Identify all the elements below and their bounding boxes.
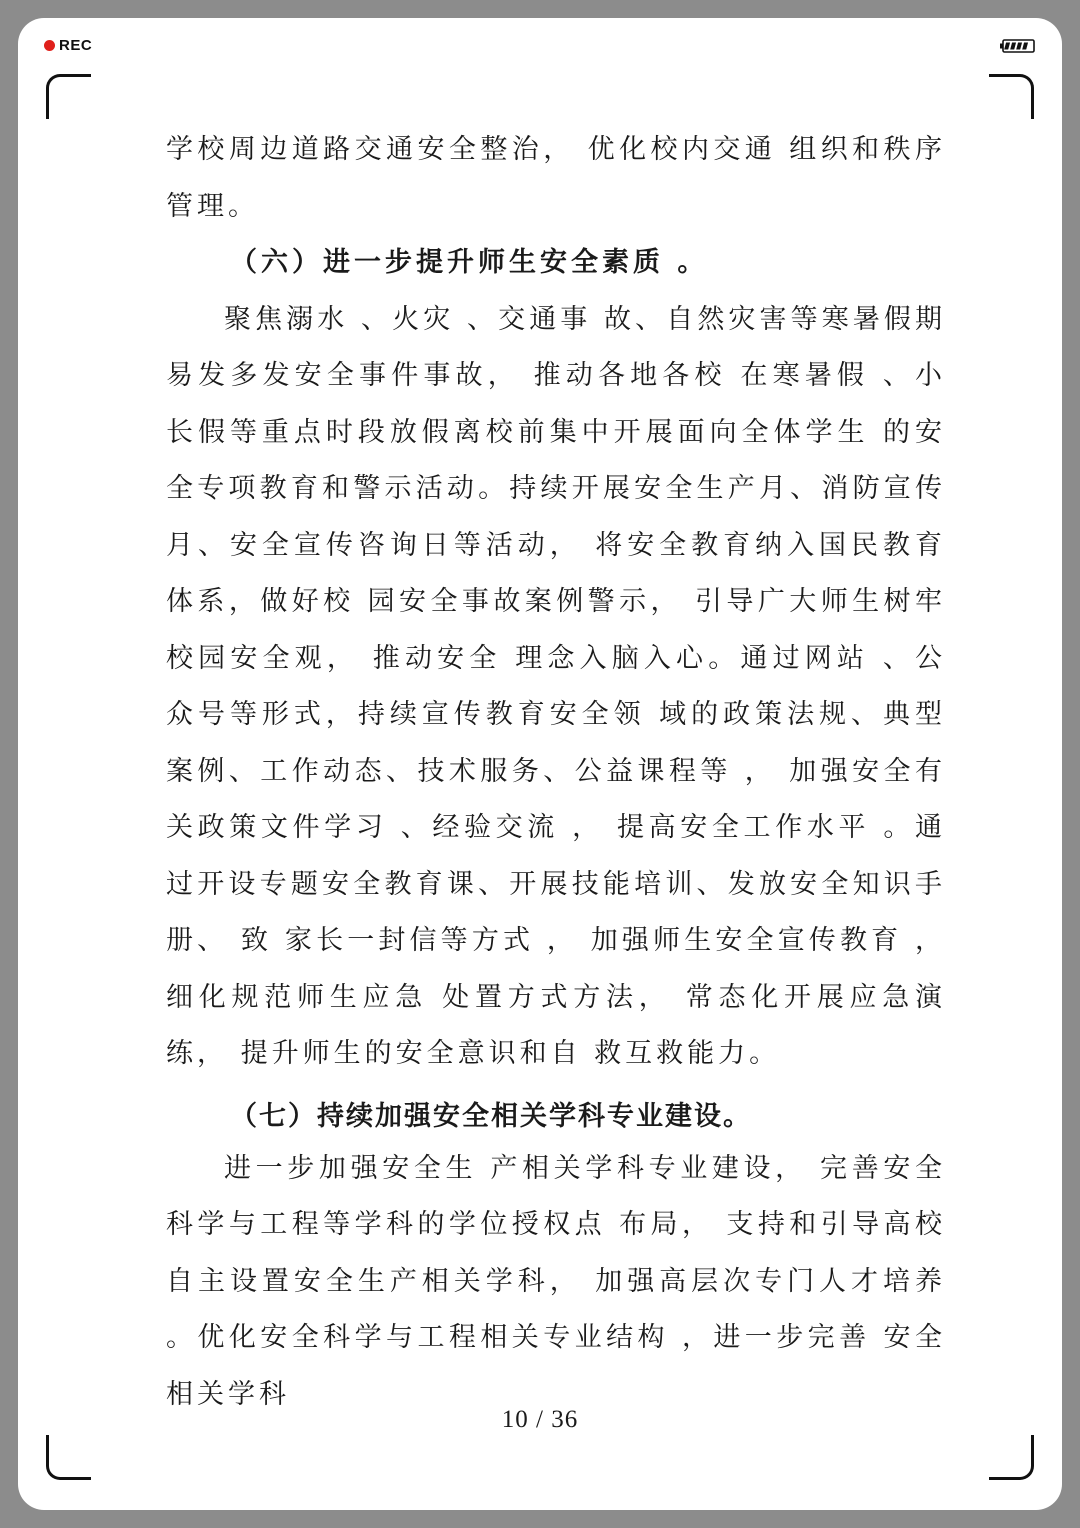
rec-label: REC [59, 37, 93, 54]
viewfinder-corner-top-left [46, 74, 91, 119]
viewfinder-corner-bottom-left [46, 1435, 91, 1480]
record-dot-icon [44, 40, 55, 51]
viewfinder-corner-top-right [989, 74, 1034, 119]
section-heading-7: （七）持续加强安全相关学科专业建设。 [230, 1100, 752, 1132]
paragraph-body: 进一步加强安全生 产相关学科专业建设， 完善安全科学与工程等学科的学位授权点 布局， 支持和引导高校自主设置安全生产相关学科， 加强高层次专门人才培养 。优化安全科学与工程相关专业结构 ，进一步完善 安全相关学科 [166, 1152, 946, 1410]
battery-icon [1000, 39, 1036, 53]
section-heading-6: （六）进一步提升师生安全素质 。 [230, 247, 709, 278]
document-viewer-frame [18, 18, 1062, 1510]
page-number: 10 / 36 [501, 1406, 579, 1433]
paragraph-body: 聚焦溺水 、火灾 、交通事 故、自然灾害等寒暑假期易发多发安全事件事故， 推动各地各校 在寒暑假 、小长假等重点时段放假离校前集中开展面向全体学生 的安全专项教育和警示活动。持续开展安全生产月、消防宣传月、安全宣传咨询日等活动， 将安全教育纳入国民教育体系，做好校 园安全事故案例警示， 引导广大师生树牢校园安全观， 推动安全 理念入脑入心。通过网站 、公众号等形式，持续宣传教育安全领 域的政策法规、典型案例、工作动态、技术服务、公益课程等 ， 加强安全有关政策文件学习 、经验交流 ， 提高安全工作水平 。通 过开设专题安全教育课、开展技能培训、发放安全知识手册、 致 家长一封信等方式 ， 加强师生安全宣传教育 ， 细化规范师生应急 处置方式方法， 常态化开展应急演练， 提升师生的安全意识和自 救互救能力。 [166, 303, 946, 1069]
viewfinder-corner-bottom-right [989, 1435, 1034, 1480]
recording-indicator [44, 37, 92, 54]
paragraph-continuation: 学校周边道路交通安全整治， 优化校内交通 组织和秩序管理。 [166, 134, 946, 222]
document-body [166, 122, 946, 1423]
